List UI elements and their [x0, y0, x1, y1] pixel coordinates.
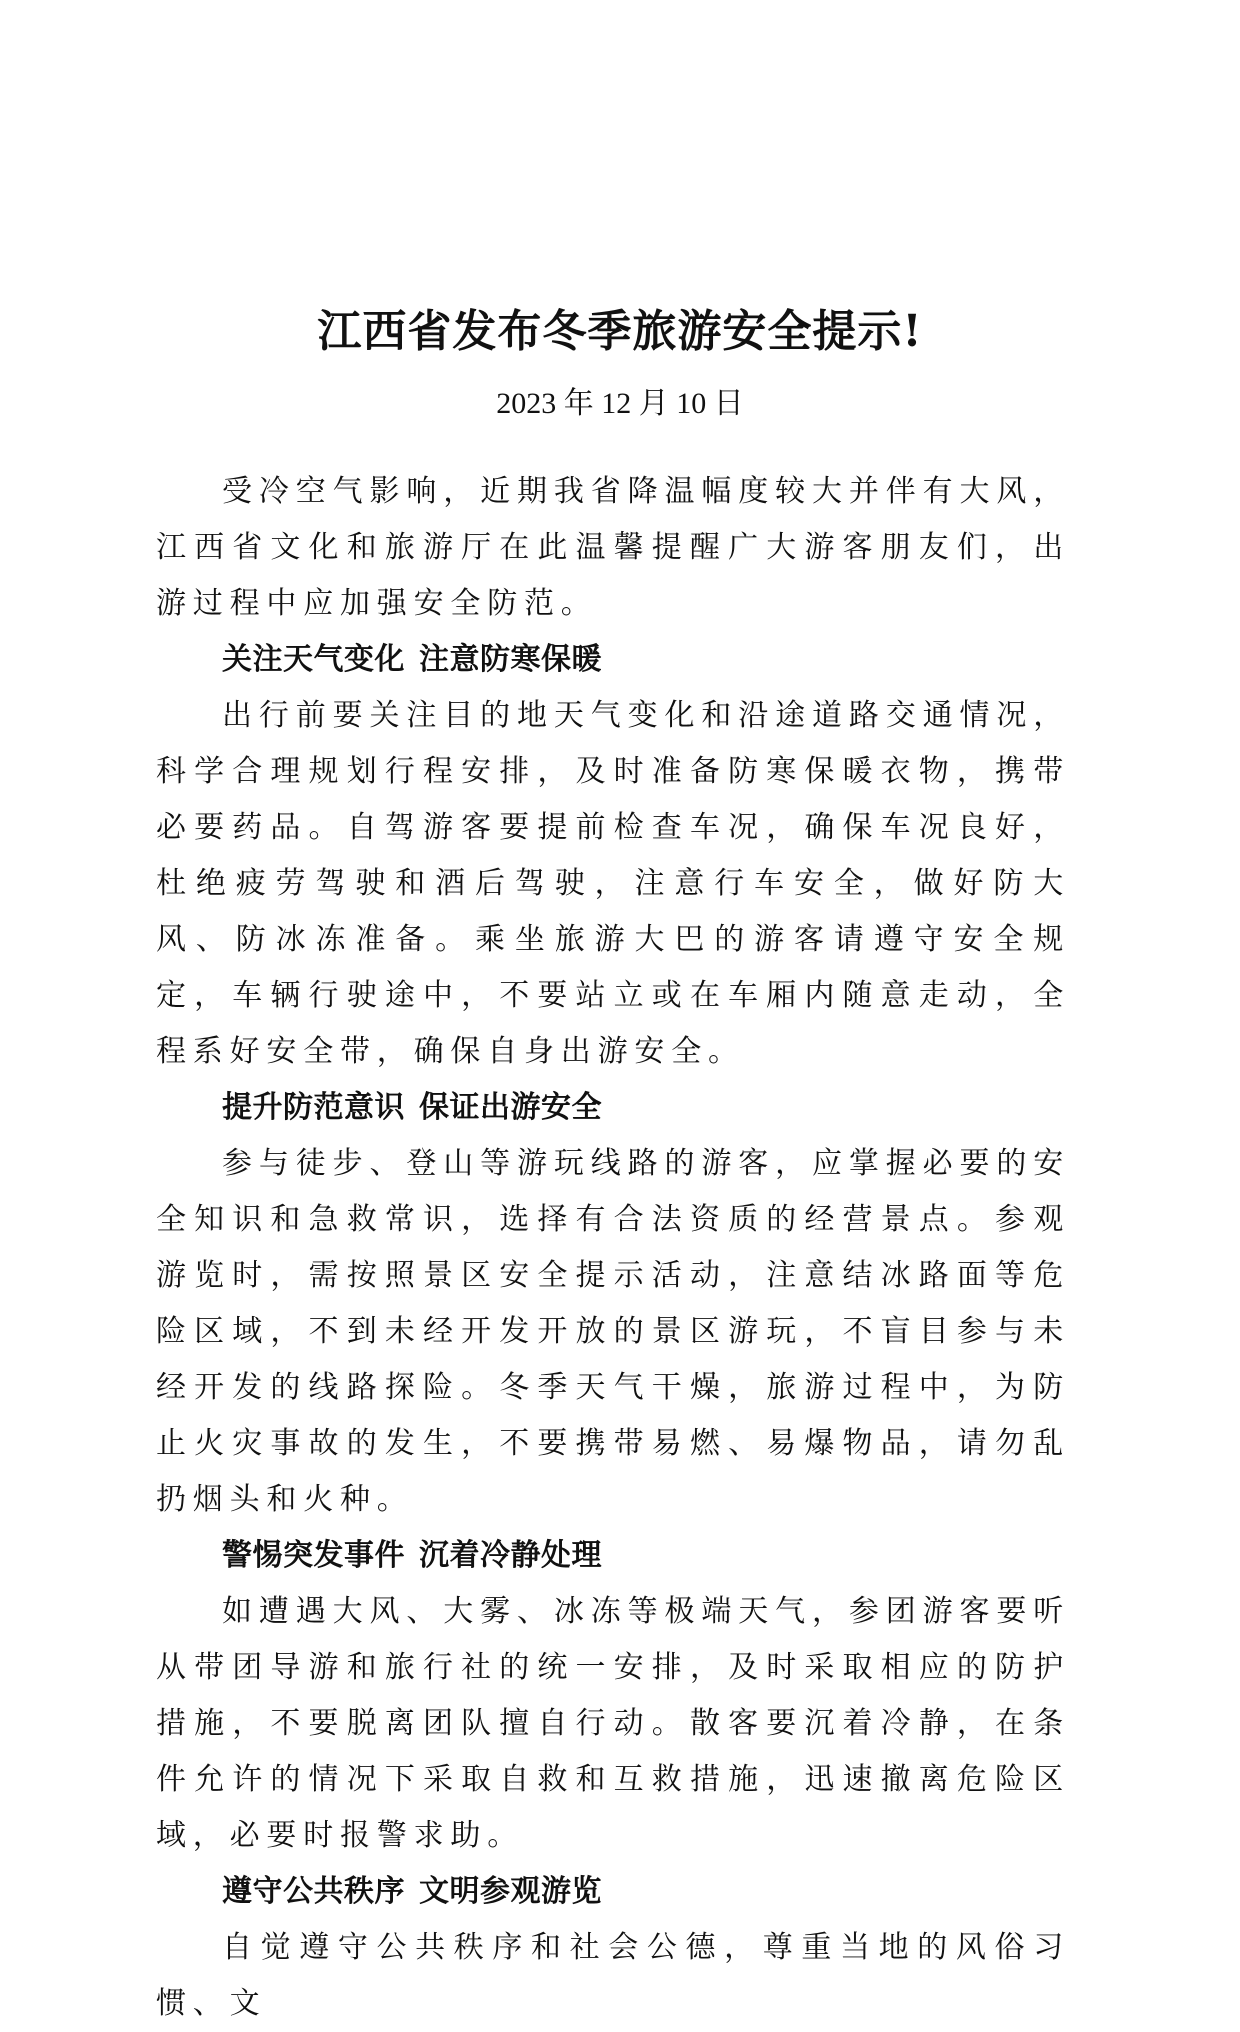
document-body: [156, 464, 1070, 2032]
section-heading-part: 提升防范意识: [222, 1090, 405, 1125]
section-heading-part: 遵守公共秩序: [222, 1874, 405, 1909]
intro-paragraph: 受冷空气影响，近期我省降温幅度较大并伴有大风，江西省文化和旅游厅在此温馨提醒广大游客朋友们，出游过程中应加强安全防范。: [156, 474, 1070, 621]
section-heading-part: 文明参观游览: [419, 1874, 602, 1909]
section-heading-part: 关注天气变化: [222, 642, 405, 677]
section-paragraph-weather: 出行前要关注目的地天气变化和沿途道路交通情况，科学合理规划行程安排，及时准备防寒保暖衣物，携带必要药品。自驾游客要提前检查车况，确保车况良好，杜绝疲劳驾驶和酒后驾驶，注意行车安全，做好防大风、防冰冻准备。乘坐旅游大巴的游客请遵守安全规定，车辆行驶途中，不要站立或在车厢内随意走动，全程系好安全带，确保自身出游安全。: [156, 698, 1070, 1069]
section-heading-part: 警惕突发事件: [222, 1538, 405, 1573]
section-heading-part: 注意防寒保暖: [419, 642, 602, 677]
section-heading-order: [156, 1864, 1070, 1920]
section-heading-weather: [156, 632, 1070, 688]
section-paragraph-order: 自觉遵守公共秩序和社会公德，尊重当地的风俗习惯、文: [156, 1930, 1070, 2021]
document-title: 江西省发布冬季旅游安全提示!: [317, 306, 923, 357]
section-heading-part: 保证出游安全: [419, 1090, 602, 1125]
section-heading-emergency: [156, 1528, 1070, 1584]
section-heading-part: 沉着冷静处理: [419, 1538, 602, 1573]
section-heading-awareness: [156, 1080, 1070, 1136]
section-paragraph-awareness: 参与徒步、登山等游玩线路的游客，应掌握必要的安全知识和急救常识，选择有合法资质的经营景点。参观游览时，需按照景区安全提示活动，注意结冰路面等危险区域，不到未经开发开放的景区游玩，不盲目参与未经开发的线路探险。冬季天气干燥，旅游过程中，为防止火灾事故的发生，不要携带易燃、易爆物品，请勿乱扔烟头和火种。: [156, 1146, 1070, 1517]
document-date: 2023 年 12 月 10 日: [496, 387, 744, 420]
section-paragraph-emergency: 如遭遇大风、大雾、冰冻等极端天气，参团游客要听从带团导游和旅行社的统一安排，及时采取相应的防护措施，不要脱离团队擅自行动。散客要沉着冷静，在条件允许的情况下采取自救和互救措施，迅速撤离危险区域，必要时报警求助。: [156, 1594, 1070, 1853]
